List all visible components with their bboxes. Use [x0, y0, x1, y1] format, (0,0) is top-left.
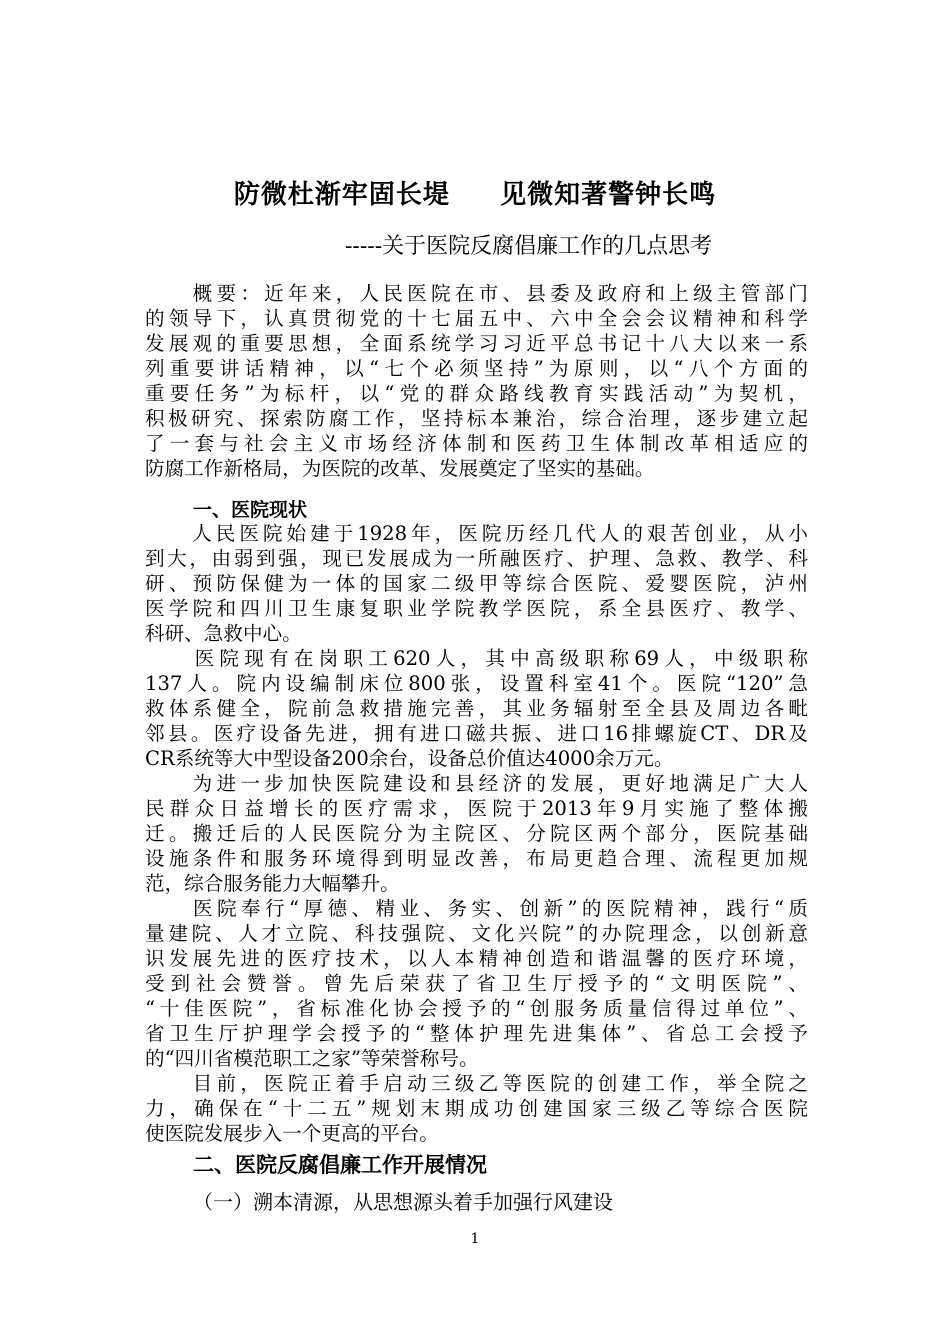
text-line: 使医院发展步入一个更高的平台。: [145, 1122, 439, 1145]
text-line: 发展观的重要思想，全面系统学习习近平总书记十八大以来一系: [145, 332, 808, 355]
text-line: 医学院和四川卫生康复职业学院教学医院，系全县医疗、教学、: [145, 597, 808, 620]
text-line: 列重要讲话精神，以“七个必须坚持”为原则，以“八个方面的: [145, 357, 808, 380]
text-line: 民群众日益增长的医疗需求，医院于2013年9月实施了整体搬: [145, 797, 808, 820]
text-line: 设施条件和服务环境得到明显改善，布局更趋合理、流程更加规: [145, 847, 808, 870]
text-line: 的“四川省模范职工之家”等荣誉称号。: [145, 1047, 479, 1070]
text-line: “十佳医院”，省标准化协会授予的“创服务质量信得过单位”、: [145, 997, 808, 1020]
text-line: 的领导下，认真贯彻党的十七届五中、六中全会会议精神和科学: [145, 307, 808, 330]
text-line: 力，确保在“十二五”规划末期成功创建国家三级乙等综合医院: [145, 1097, 808, 1120]
abstract-paragraph: [145, 281, 808, 481]
text-line: 邻县。医疗设备先进，拥有进口磁共振、进口16排螺旋CT、DR及: [145, 722, 808, 745]
text-line: 迁。搬迁后的人民医院分为主院区、分院区两个部分，医院基础: [145, 822, 808, 845]
section-heading-anticorruption: 二、医院反腐倡廉工作开展情况: [193, 1153, 487, 1177]
text-line: 省卫生厅护理学会授予的“整体护理先进集体”、省总工会授予: [145, 1022, 808, 1045]
text-line: 研、预防保健为一体的国家二级甲等综合医院、爱婴医院，泸州: [145, 572, 808, 595]
text-line: 量建院、人才立院、科技强院、文化兴院”的办院理念，以创新意: [145, 922, 808, 945]
text-line: 医院奉行“厚德、精业、务实、创新”的医院精神，践行“质: [145, 897, 808, 920]
document-subtitle: -----关于医院反腐倡廉工作的几点思考: [345, 234, 713, 259]
text-line: 救体系健全，院前急救措施完善，其业务辐射至全县及周边各毗: [145, 697, 808, 720]
text-line: CR系统等大中型设备200余台，设备总价值达4000余万元。: [145, 747, 674, 770]
section-body-status: [145, 521, 808, 1146]
page-number: 1: [470, 1231, 480, 1247]
section-heading-status: 一、医院现状: [193, 499, 308, 521]
text-line: 了一套与社会主义市场经济体制和医药卫生体制改革相适应的: [145, 432, 808, 455]
text-line: 为进一步加快医院建设和县经济的发展，更好地满足广大人: [145, 772, 808, 795]
document-title: 防微杜渐牢固长堤 见微知著警钟长鸣: [233, 180, 717, 210]
text-line: 目前，医院正着手启动三级乙等医院的创建工作，举全院之: [145, 1072, 808, 1095]
text-line: 概要：近年来，人民医院在市、县委及政府和上级主管部门: [145, 282, 808, 305]
text-line: 科研、急救中心。: [145, 622, 302, 645]
text-line: 重要任务”为标杆，以“党的群众路线教育实践活动”为契机，: [145, 382, 808, 405]
text-line: 到大，由弱到强，现已发展成为一所融医疗、护理、急救、教学、科: [145, 547, 808, 570]
text-line: 识发展先进的医疗技术，以人本精神创造和谐温馨的医疗环境，: [145, 947, 808, 970]
text-line: 积极研究、探索防腐工作，坚持标本兼治，综合治理，逐步建立起: [145, 407, 808, 430]
text-line: 防腐工作新格局，为医院的改革、发展奠定了坚实的基础。: [145, 457, 655, 480]
text-line: 范，综合服务能力大幅攀升。: [145, 872, 400, 895]
text-line: 受到社会赞誉。曾先后荣获了省卫生厅授予的“文明医院”、: [145, 972, 808, 995]
subsection-heading: （一）溯本清源，从思想源头着手加强行风建设: [193, 1190, 613, 1214]
text-line: 137人。院内设编制床位800张，设置科室41个。医院“120”急: [145, 672, 808, 695]
text-line: 医院现有在岗职工620人，其中高级职称69人，中级职称: [145, 647, 808, 670]
text-line: 人民医院始建于1928年，医院历经几代人的艰苦创业，从小: [145, 522, 808, 545]
